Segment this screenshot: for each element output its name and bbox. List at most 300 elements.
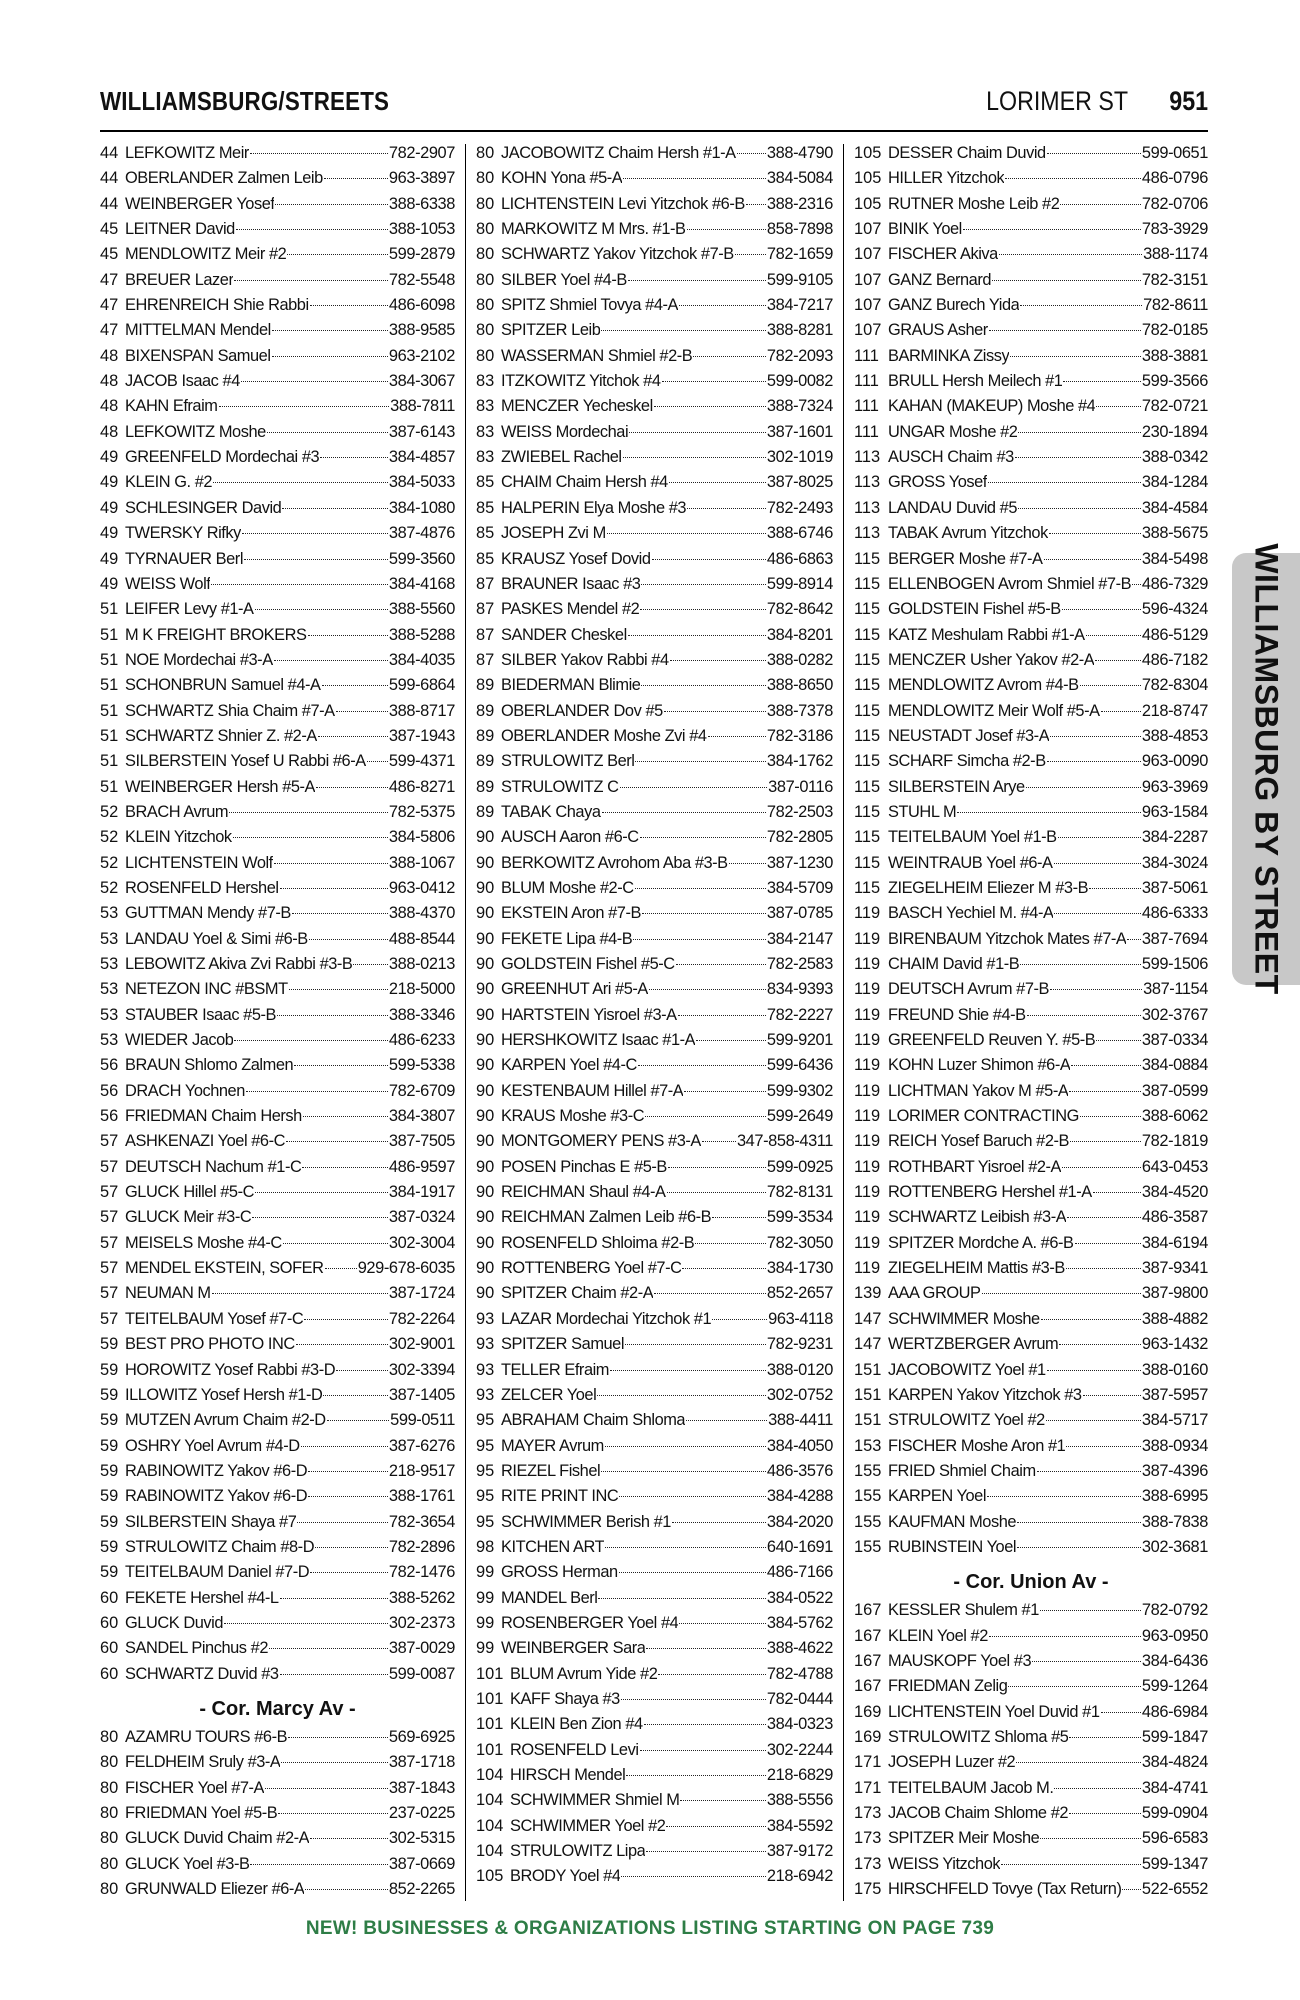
dot-leader	[1086, 635, 1141, 636]
dot-leader	[635, 761, 765, 762]
phone-number[interactable]: 230-1894	[1141, 422, 1208, 441]
phone-number[interactable]: 388-6746	[766, 524, 833, 543]
phone-number[interactable]: 388-7324	[766, 397, 833, 416]
listing-row	[100, 1589, 455, 1614]
house-number: 104	[476, 1816, 504, 1835]
house-number: 89	[476, 802, 495, 821]
listing-row	[100, 1031, 455, 1056]
resident-name: OBERLANDER Moshe Zvi #4	[501, 726, 707, 745]
phone-number[interactable]: 782-2583	[766, 955, 833, 973]
dot-leader	[297, 1522, 388, 1523]
resident-name: KARPEN Yoel #4-C	[501, 1056, 637, 1075]
phone-number[interactable]: 783-3929	[1141, 220, 1208, 239]
phone-number[interactable]: 384-0884	[1141, 1056, 1208, 1075]
listing-row	[476, 321, 833, 346]
phone-number[interactable]: 384-2287	[1141, 828, 1208, 847]
phone-number[interactable]: 387-1601	[766, 422, 833, 441]
phone-number[interactable]: 384-5592	[766, 1816, 833, 1835]
phone-number[interactable]: 387-6143	[388, 422, 455, 441]
listing-row	[100, 1158, 455, 1183]
phone-number[interactable]: 387-0324	[388, 1208, 455, 1227]
phone-number[interactable]: 486-6098	[388, 296, 455, 315]
phone-number[interactable]: 384-4741	[1141, 1778, 1208, 1797]
phone-number[interactable]: 387-6276	[388, 1436, 455, 1455]
phone-number[interactable]: 599-5338	[388, 1056, 455, 1075]
dot-leader	[620, 787, 768, 788]
phone-number[interactable]: 599-6864	[388, 676, 455, 695]
phone-number[interactable]: 302-3681	[1141, 1537, 1208, 1556]
phone-number[interactable]: 387-1724	[388, 1284, 455, 1303]
house-number: 155	[854, 1537, 882, 1556]
house-number: 115	[854, 726, 881, 745]
phone-number[interactable]: 384-4288	[766, 1487, 833, 1506]
phone-number[interactable]: 599-0511	[390, 1411, 455, 1430]
resident-name: JOSEPH Zvi M	[501, 524, 606, 543]
phone-number[interactable]: 388-7838	[1141, 1512, 1208, 1531]
dot-leader	[625, 1344, 766, 1345]
phone-number[interactable]: 782-2503	[766, 802, 833, 821]
phone-number[interactable]: 387-7505	[388, 1132, 455, 1151]
phone-number[interactable]: 599-0087	[388, 1664, 455, 1683]
phone-number[interactable]: 486-6233	[388, 1031, 455, 1050]
phone-number[interactable]: 302-2373	[388, 1613, 455, 1632]
phone-number[interactable]: 388-4882	[1141, 1309, 1208, 1328]
resident-name: GLUCK Meir #3-C	[125, 1208, 252, 1227]
dot-leader	[601, 330, 766, 331]
listing-column-3	[854, 144, 1208, 1901]
phone-number[interactable]: 486-7329	[1141, 574, 1208, 593]
phone-number[interactable]: 388-5560	[388, 600, 455, 619]
phone-number[interactable]: 486-6333	[1141, 904, 1208, 923]
phone-number[interactable]: 599-4371	[388, 752, 455, 771]
phone-number[interactable]: 387-1154	[1143, 980, 1208, 999]
phone-number[interactable]: 599-1347	[1141, 1854, 1208, 1873]
phone-number[interactable]: 486-7166	[766, 1563, 833, 1582]
phone-number[interactable]: 929-678-6035	[357, 1259, 455, 1278]
phone-number[interactable]: 384-5498	[1141, 549, 1208, 568]
phone-number[interactable]: 302-9001	[388, 1335, 455, 1354]
phone-number[interactable]: 388-4622	[766, 1639, 833, 1658]
dot-leader	[250, 1864, 387, 1865]
phone-number[interactable]: 302-3767	[1141, 1005, 1208, 1024]
resident-name: DESSER Chaim Duvid	[888, 144, 1046, 162]
phone-number[interactable]: 387-9172	[766, 1842, 833, 1861]
phone-number[interactable]: 486-5129	[1141, 625, 1208, 644]
phone-number[interactable]: 388-6062	[1141, 1107, 1208, 1126]
phone-number[interactable]: 599-1264	[1141, 1677, 1208, 1696]
phone-number[interactable]: 388-5675	[1141, 524, 1208, 543]
phone-number[interactable]: 782-1476	[388, 1563, 455, 1582]
resident-name: BEST PRO PHOTO INC	[125, 1335, 295, 1354]
phone-number[interactable]: 599-0904	[1141, 1804, 1208, 1822]
phone-number[interactable]: 858-7898	[766, 220, 833, 239]
dot-leader	[236, 229, 388, 230]
phone-number[interactable]: 599-9302	[766, 1081, 833, 1100]
phone-number[interactable]: 388-7378	[766, 701, 833, 720]
phone-number[interactable]: 302-3394	[388, 1360, 455, 1379]
phone-number[interactable]: 387-1405	[388, 1385, 455, 1404]
dot-leader	[322, 685, 388, 686]
phone-number[interactable]: 640-1691	[766, 1537, 833, 1556]
listing-row	[476, 1766, 833, 1791]
phone-number[interactable]: 388-5288	[388, 625, 455, 644]
house-number: 89	[476, 726, 495, 745]
phone-number[interactable]: 218-8747	[1141, 701, 1208, 720]
phone-number[interactable]: 599-0925	[766, 1157, 833, 1176]
phone-number[interactable]: 302-1019	[766, 448, 833, 467]
phone-number[interactable]: 388-0213	[388, 955, 455, 973]
phone-number[interactable]: 388-0342	[1141, 448, 1208, 467]
phone-number[interactable]: 384-2147	[766, 929, 833, 948]
phone-number[interactable]: 384-1917	[388, 1183, 455, 1202]
phone-number[interactable]: 387-8025	[766, 473, 833, 492]
listing-row	[854, 1703, 1208, 1728]
resident-name: KAUFMAN Moshe	[888, 1512, 1017, 1531]
resident-name: FISCHER Akiva	[888, 245, 998, 264]
phone-number[interactable]: 388-9585	[388, 321, 455, 340]
phone-number[interactable]: 218-9517	[388, 1461, 455, 1480]
resident-name: SCHWARTZ Shia Chaim #7-A	[125, 701, 335, 720]
phone-number[interactable]: 388-0160	[1141, 1360, 1208, 1379]
phone-number[interactable]: 782-2093	[766, 346, 833, 365]
phone-number[interactable]: 599-0082	[766, 372, 833, 391]
phone-number[interactable]: 384-5762	[766, 1613, 833, 1632]
phone-number[interactable]: 218-5000	[388, 980, 455, 999]
phone-number[interactable]: 218-6829	[766, 1766, 833, 1784]
house-number: 49	[100, 473, 119, 492]
phone-number[interactable]: 387-1230	[766, 853, 833, 872]
resident-name: GLUCK Duvid Chaim #2-A	[125, 1829, 310, 1848]
resident-name: FRIEDMAN Chaim Hersh	[125, 1107, 302, 1126]
phone-number[interactable]: 388-4411	[768, 1411, 833, 1430]
phone-number[interactable]: 782-0792	[1141, 1601, 1208, 1620]
phone-number[interactable]: 599-3566	[1141, 372, 1208, 391]
phone-number[interactable]: 384-4168	[388, 574, 455, 593]
phone-number[interactable]: 387-4876	[388, 524, 455, 543]
phone-number[interactable]: 782-3151	[1141, 270, 1208, 289]
phone-number[interactable]: 643-0453	[1141, 1157, 1208, 1176]
phone-number[interactable]: 387-1943	[388, 726, 455, 745]
listing-row	[100, 1487, 455, 1512]
phone-number[interactable]: 599-9105	[766, 270, 833, 289]
house-number: 51	[100, 650, 119, 669]
listing-row	[854, 600, 1208, 625]
dot-leader	[1047, 153, 1141, 154]
phone-number[interactable]: 387-9800	[1141, 1284, 1208, 1303]
phone-number[interactable]: 302-2244	[766, 1740, 833, 1759]
phone-number[interactable]: 782-2227	[766, 1005, 833, 1024]
resident-name: KOHN Yona #5-A	[501, 169, 623, 188]
phone-number[interactable]: 782-2264	[388, 1309, 455, 1328]
phone-number[interactable]: 384-4520	[1141, 1183, 1208, 1202]
dot-leader	[1054, 863, 1141, 864]
listing-row	[476, 1006, 833, 1031]
listing-row	[476, 423, 833, 448]
phone-number[interactable]: 384-4584	[1141, 498, 1208, 517]
phone-number[interactable]: 963-4118	[768, 1309, 833, 1328]
phone-number[interactable]: 387-1843	[388, 1778, 455, 1797]
phone-number[interactable]: 388-7811	[390, 397, 455, 416]
phone-number[interactable]: 347-858-4311	[736, 1132, 833, 1151]
phone-number[interactable]: 599-3534	[766, 1208, 833, 1227]
phone-number[interactable]: 963-3897	[388, 169, 455, 188]
phone-number[interactable]: 384-3067	[388, 372, 455, 391]
dot-leader	[682, 1268, 765, 1269]
phone-number[interactable]: 852-2657	[766, 1284, 833, 1303]
house-number: 111	[854, 372, 879, 391]
house-number: 80	[476, 169, 495, 188]
phone-number[interactable]: 387-0669	[388, 1854, 455, 1873]
listing-row	[476, 1107, 833, 1132]
phone-number[interactable]: 963-1584	[1141, 802, 1208, 821]
phone-number[interactable]: 384-6194	[1141, 1233, 1208, 1252]
phone-number[interactable]: 782-3050	[766, 1233, 833, 1252]
house-number: 115	[854, 650, 881, 669]
phone-number[interactable]: 963-2102	[388, 346, 455, 365]
phone-number[interactable]: 388-4790	[766, 144, 833, 162]
section-side-tab[interactable]	[1232, 543, 1300, 995]
resident-name: SPITZ Shmiel Tovya #4-A	[501, 296, 678, 315]
resident-name: TEITELBAUM Daniel #7-D	[125, 1563, 310, 1582]
phone-number[interactable]: 388-1053	[388, 220, 455, 239]
phone-number[interactable]: 852-2265	[388, 1880, 455, 1899]
phone-number[interactable]: 599-2649	[766, 1107, 833, 1126]
phone-number[interactable]: 486-6984	[1141, 1702, 1208, 1721]
phone-number[interactable]: 782-1659	[766, 245, 833, 264]
house-number: 80	[476, 245, 495, 264]
phone-number[interactable]: 388-3881	[1141, 346, 1208, 365]
dot-leader	[1008, 1686, 1141, 1687]
phone-number[interactable]: 782-8131	[766, 1183, 833, 1202]
phone-number[interactable]: 384-0323	[766, 1715, 833, 1734]
phone-number[interactable]: 388-3346	[388, 1005, 455, 1024]
phone-number[interactable]: 599-2879	[388, 245, 455, 264]
phone-number[interactable]: 388-5262	[388, 1588, 455, 1607]
listing-row	[100, 524, 455, 549]
resident-name: ZWIEBEL Rachel	[501, 448, 622, 467]
resident-name: SCHWIMMER Shmiel M	[510, 1791, 680, 1810]
resident-name: KITCHEN ART	[501, 1537, 605, 1556]
house-number: 155	[854, 1512, 882, 1531]
phone-number[interactable]: 599-3560	[388, 549, 455, 568]
phone-number[interactable]: 963-0090	[1141, 752, 1208, 771]
phone-number[interactable]: 782-3186	[766, 726, 833, 745]
phone-number[interactable]: 387-9341	[1141, 1259, 1208, 1278]
phone-number[interactable]: 384-1762	[766, 752, 833, 771]
dot-leader	[642, 913, 766, 914]
phone-number[interactable]: 522-6552	[1141, 1880, 1208, 1899]
dot-leader	[219, 406, 390, 407]
phone-number[interactable]: 302-3004	[388, 1233, 455, 1252]
phone-number[interactable]: 963-0950	[1141, 1626, 1208, 1645]
phone-number[interactable]: 486-3576	[766, 1461, 833, 1480]
phone-number[interactable]: 388-2316	[766, 194, 833, 213]
dot-leader	[1010, 356, 1141, 357]
phone-number[interactable]: 387-7694	[1141, 929, 1208, 948]
phone-number[interactable]: 387-5957	[1141, 1385, 1208, 1404]
phone-number[interactable]: 218-6942	[766, 1867, 833, 1886]
phone-number[interactable]: 384-1730	[766, 1259, 833, 1278]
dot-leader	[708, 736, 766, 737]
resident-name: HALPERIN Elya Moshe #3	[501, 498, 687, 517]
phone-number[interactable]: 569-6925	[388, 1727, 455, 1746]
phone-number[interactable]: 782-2805	[766, 828, 833, 847]
phone-number[interactable]: 388-1174	[1143, 245, 1208, 264]
phone-number[interactable]: 388-8717	[388, 701, 455, 720]
resident-name: TABAK Chaya	[501, 802, 601, 821]
listing-row	[100, 1310, 455, 1335]
phone-number[interactable]: 963-3969	[1141, 777, 1208, 796]
footer-notice: NEW! BUSINESSES & ORGANIZATIONS LISTING STARTING ON PAGE 739	[305, 1918, 995, 1939]
phone-number[interactable]: 486-6863	[766, 549, 833, 568]
resident-name: SPITZER Leib	[501, 321, 601, 340]
phone-number[interactable]: 963-0412	[388, 878, 455, 897]
phone-number[interactable]: 486-9597	[388, 1157, 455, 1176]
phone-number[interactable]: 237-0225	[388, 1804, 455, 1822]
house-number: 119	[854, 1005, 881, 1024]
phone-number[interactable]: 599-6436	[766, 1056, 833, 1075]
phone-number[interactable]: 388-0282	[766, 650, 833, 669]
phone-number[interactable]: 387-0334	[1141, 1031, 1208, 1050]
phone-number[interactable]: 384-5806	[388, 828, 455, 847]
phone-number[interactable]: 486-0796	[1141, 169, 1208, 188]
phone-number[interactable]: 387-4396	[1141, 1461, 1208, 1480]
phone-number[interactable]: 384-0522	[766, 1588, 833, 1607]
phone-number[interactable]: 384-1284	[1141, 473, 1208, 492]
phone-number[interactable]: 599-9201	[766, 1031, 833, 1050]
listing-row	[100, 296, 455, 321]
phone-number[interactable]: 388-1067	[388, 853, 455, 872]
resident-name: LEFKOWITZ Meir	[125, 144, 249, 162]
phone-number[interactable]: 302-5315	[388, 1829, 455, 1848]
dot-leader	[1093, 1192, 1141, 1193]
phone-number[interactable]: 782-0706	[1141, 194, 1208, 213]
phone-number[interactable]: 782-5548	[388, 270, 455, 289]
phone-number[interactable]: 782-9231	[766, 1335, 833, 1354]
resident-name: ROSENFELD Levi	[510, 1740, 639, 1759]
phone-number[interactable]: 388-4370	[388, 904, 455, 923]
dot-leader	[640, 1750, 766, 1751]
house-number: 53	[100, 980, 119, 999]
phone-number[interactable]: 782-1819	[1141, 1132, 1208, 1151]
phone-number[interactable]: 384-4824	[1141, 1753, 1208, 1772]
phone-number[interactable]: 388-6995	[1141, 1487, 1208, 1506]
listing-row	[476, 1715, 833, 1740]
phone-number[interactable]: 488-8544	[388, 929, 455, 948]
phone-number[interactable]: 782-2907	[388, 144, 455, 162]
phone-number[interactable]: 388-8281	[766, 321, 833, 340]
dot-leader	[626, 1775, 766, 1776]
phone-number[interactable]: 387-5061	[1141, 878, 1208, 897]
phone-number[interactable]: 782-0185	[1141, 321, 1208, 340]
phone-number[interactable]: 782-5375	[388, 802, 455, 821]
phone-number[interactable]: 388-1761	[388, 1487, 455, 1506]
dot-leader	[316, 787, 388, 788]
phone-number[interactable]: 388-0934	[1141, 1436, 1208, 1455]
phone-number[interactable]: 599-1506	[1141, 955, 1208, 973]
phone-number[interactable]: 486-8271	[388, 777, 455, 796]
house-number: 104	[476, 1766, 504, 1784]
phone-number[interactable]: 384-3024	[1141, 853, 1208, 872]
phone-number[interactable]: 599-1847	[1141, 1727, 1208, 1746]
phone-number[interactable]: 384-4050	[766, 1436, 833, 1455]
phone-number[interactable]: 782-2896	[388, 1537, 455, 1556]
phone-number[interactable]: 384-1080	[388, 498, 455, 517]
phone-number[interactable]: 302-0752	[766, 1385, 833, 1404]
phone-number[interactable]: 782-6709	[388, 1081, 455, 1100]
listing-row	[854, 1234, 1208, 1259]
dot-leader	[963, 229, 1141, 230]
phone-number[interactable]: 486-7182	[1141, 650, 1208, 669]
resident-name: STRULOWITZ Chaim #8-D	[125, 1537, 315, 1556]
phone-number[interactable]: 782-8304	[1141, 676, 1208, 695]
house-number: 80	[100, 1829, 119, 1848]
phone-number[interactable]: 596-4324	[1141, 600, 1208, 619]
phone-number[interactable]: 384-7217	[766, 296, 833, 315]
phone-number[interactable]: 384-6436	[1141, 1651, 1208, 1670]
listing-row	[476, 1310, 833, 1335]
phone-number[interactable]: 384-4857	[388, 448, 455, 467]
phone-number[interactable]: 387-0029	[388, 1639, 455, 1658]
dot-leader	[327, 1420, 390, 1421]
dot-leader	[1127, 939, 1141, 940]
listing-row	[854, 1183, 1208, 1208]
phone-number[interactable]: 782-4788	[766, 1664, 833, 1683]
phone-number[interactable]: 384-2020	[766, 1512, 833, 1531]
listing-row	[476, 854, 833, 879]
phone-number[interactable]: 387-0599	[1141, 1081, 1208, 1100]
resident-name: SCHLESINGER David	[125, 498, 282, 517]
phone-number[interactable]: 387-0785	[766, 904, 833, 923]
phone-number[interactable]: 387-1718	[388, 1753, 455, 1772]
phone-number[interactable]: 388-5556	[766, 1791, 833, 1810]
phone-number[interactable]: 782-0444	[766, 1689, 833, 1708]
phone-number[interactable]: 599-0651	[1141, 144, 1208, 162]
phone-number[interactable]: 782-2493	[766, 498, 833, 517]
phone-number[interactable]: 384-8201	[766, 625, 833, 644]
phone-number[interactable]: 834-9393	[766, 980, 833, 999]
house-number: 80	[100, 1854, 119, 1873]
dot-leader	[662, 381, 766, 382]
phone-number[interactable]: 384-3807	[388, 1107, 455, 1126]
phone-number[interactable]: 387-0116	[768, 777, 833, 796]
house-number: 115	[854, 574, 881, 593]
phone-number[interactable]: 388-4853	[1141, 726, 1208, 745]
dot-leader	[654, 1293, 766, 1294]
listing-row	[476, 575, 833, 600]
phone-number[interactable]: 384-5033	[388, 473, 455, 492]
house-number: 80	[100, 1727, 119, 1746]
phone-number[interactable]: 963-1432	[1141, 1335, 1208, 1354]
resident-name: AUSCH Chaim #3	[888, 448, 1014, 467]
phone-number[interactable]: 388-6338	[388, 194, 455, 213]
phone-number[interactable]: 384-5717	[1141, 1411, 1208, 1430]
phone-number[interactable]: 384-5084	[766, 169, 833, 188]
phone-number[interactable]: 782-8642	[766, 600, 833, 619]
listing-row	[100, 1462, 455, 1487]
phone-number[interactable]: 782-8611	[1143, 296, 1208, 315]
phone-number[interactable]: 388-0120	[766, 1360, 833, 1379]
phone-number[interactable]: 384-4035	[388, 650, 455, 669]
phone-number[interactable]: 782-0721	[1141, 397, 1208, 416]
resident-name: BLUM Moshe #2-C	[501, 878, 634, 897]
phone-number[interactable]: 486-3587	[1141, 1208, 1208, 1227]
phone-number[interactable]: 388-8650	[766, 676, 833, 695]
phone-number[interactable]: 782-3654	[388, 1512, 455, 1531]
phone-number[interactable]: 596-6583	[1141, 1829, 1208, 1848]
phone-number[interactable]: 599-8914	[766, 574, 833, 593]
phone-number[interactable]: 384-5709	[766, 878, 833, 897]
